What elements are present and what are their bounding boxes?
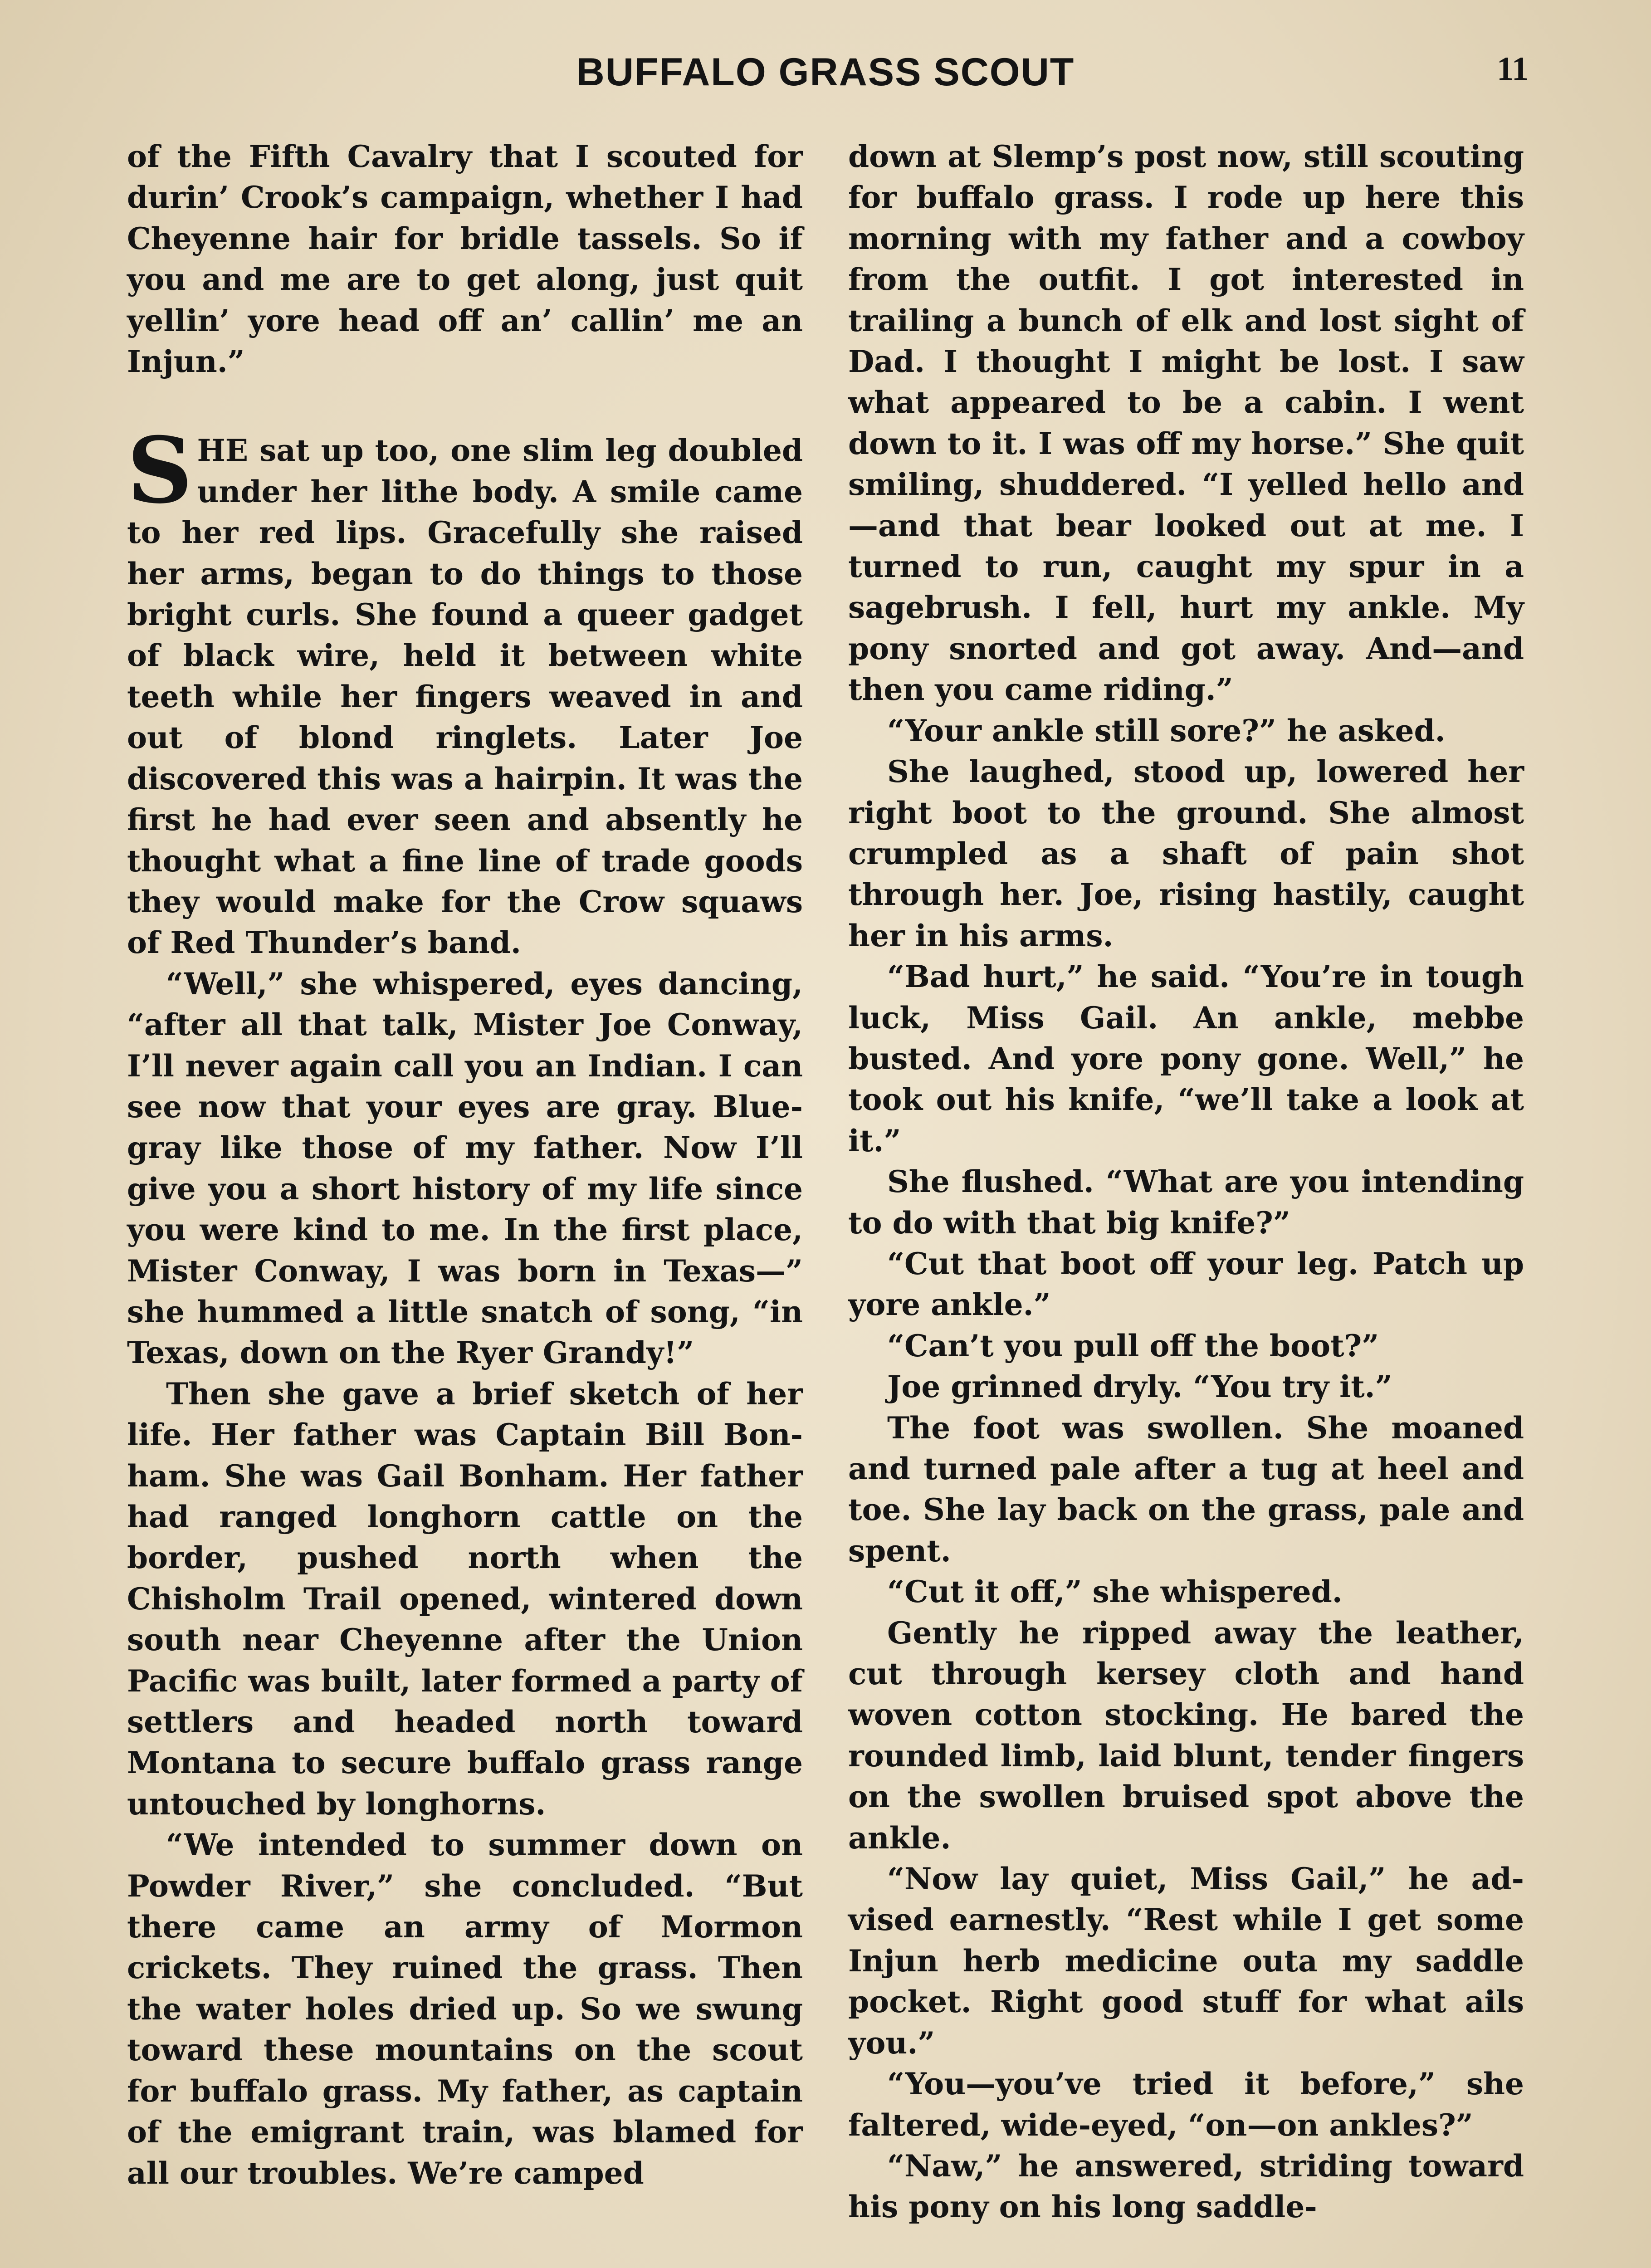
paragraph: “Naw,” he answered, striding toward his pony on his long saddle- [848, 2148, 1524, 2225]
paragraph: She flushed. “What are you intending to do with that big knife?” [848, 1164, 1524, 1241]
paragraph: Gently he ripped away the leather, cut through kersey cloth and hand woven cotton stocking. He bared the rounded limb, laid blunt, tender fingers on the swollen bruised spot above the ankle. [848, 1615, 1524, 1856]
drop-cap: S [127, 417, 193, 524]
paragraph: “Well,” she whispered, eyes dancing, “after all that talk, Mister Joe Conway, I’ll never again call you an Indian. I can see now that your eyes are gray. Blue-gray like those of my father. Now I’ll give you a short history of my life since you were kind to me. In the first place, Mister Conway, I was born in Texas—” she hummed a little snatch of song, “in Texas, down on the Ryer Grandy!” [127, 966, 803, 1371]
drop-cap-paragraph [127, 417, 803, 963]
paragraph: “Cut that boot off your leg. Patch up yore ankle.” [848, 1246, 1524, 1323]
paragraph: “Now lay quiet, Miss Gail,” he advised earnestly. “Rest while I get some Injun herb medicine outa my saddle pocket. Right good stuff for what ails you.” [848, 1861, 1524, 2061]
right-column [848, 136, 1524, 2228]
paragraph: “Bad hurt,” he said. “You’re in tough luck, Miss Gail. An ankle, mebbe busted. And yore pony gone. Well,” he took out his knife, “we’ll take a look at it.” [848, 959, 1524, 1158]
paragraph: “We intended to summer down on Powder River,” she concluded. “But there came an army of Mormon crickets. They ruined the grass. Then the water holes dried up. So we swung toward these mountains on the scout for buffalo grass. My father, as captain of the emigrant train, was blamed for all our troubles. We’re camped [127, 1827, 803, 2191]
paragraph: Then she gave a brief sketch of her life. Her father was Captain Bill Bonham. She was Gail Bonham. Her father had ranged longhorn cattle on the border, pushed north when the Chisholm Trail opened, wintered down south near Cheyenne after the Union Pacific was built, later formed a party of settlers and headed north toward Montana to secure buffalo grass range untouched by longhorns. [127, 1376, 803, 1822]
paragraph: down at Slemp’s post now, still scouting for buffalo grass. I rode up here this morning with my father and a cowboy from the outfit. I got interested in trailing a bunch of elk and lost sight of Dad. I thought I might be lost. I saw what appeared to be a cabin. I went down to it. I was off my horse.” She quit smiling, shuddered. “I yelled hello and—and that bear looked out at me. I turned to run, caught my spur in a sagebrush. I fell, hurt my ankle. My pony snorted and got away. And—and then you came riding.” [848, 139, 1524, 708]
paragraph: “Cut it off,” she whispered. [887, 1574, 1343, 1610]
left-column [127, 136, 803, 2194]
page-number: 11 [1497, 50, 1529, 88]
paragraph: “Your ankle still sore?” he asked. [887, 713, 1446, 748]
paragraph: “Can’t you pull off the boot?” [887, 1328, 1379, 1364]
paragraph: The foot was swollen. She moaned and turned pale after a tug at heel and toe. She lay back on the grass, pale and spent. [848, 1410, 1524, 1569]
paragraph-text: HE sat up too, one slim leg doubled under her lithe body. A smile came to her red lips. Gracefully she raised her arms, began to do things to those bright curls. She found a queer gadget of black wire, held it between white teeth while her fingers weaved in and out of blond ringlets. Later Joe discovered this was a hairpin. It was the first he had ever seen and absently he thought what a fine line of trade goods they would make for the Crow squaws of Red Thunder’s band. [127, 433, 803, 961]
paragraph: of the Fifth Cavalry that I scouted for durin’ Crook’s campaign, whether I had Cheyenne hair for bridle tassels. So if you and me are to get along, just quit yellin’ yore head off an’ callin’ me an Injun.” [127, 139, 803, 380]
running-title: BUFFALO GRASS SCOUT [576, 50, 1075, 94]
page-header [0, 50, 1651, 104]
paragraph: “You—you’ve tried it before,” she faltered, wide-eyed, “on—on ankles?” [848, 2066, 1524, 2143]
paragraph: Joe grinned dryly. “You try it.” [887, 1369, 1392, 1405]
paragraph: She laughed, stood up, lowered her right boot to the ground. She almost crumpled as a shaft of pain shot through her. Joe, rising hastily, caught her in his arms. [848, 754, 1524, 953]
